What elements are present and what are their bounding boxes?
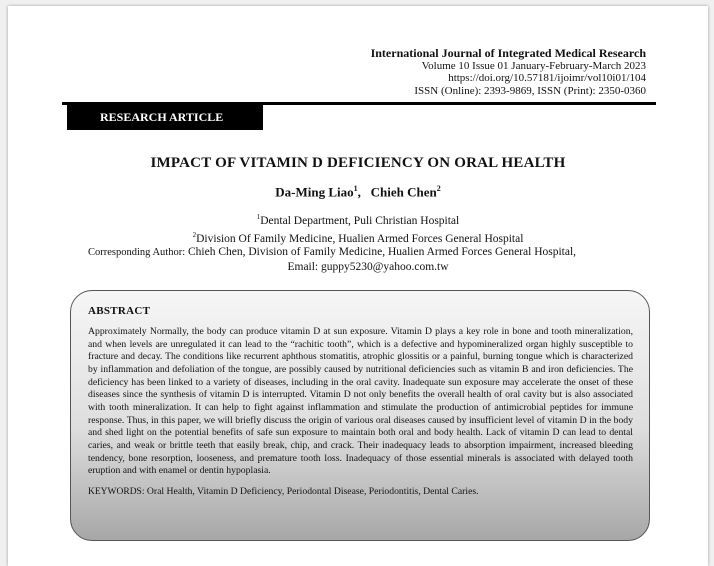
abstract-body: Approximately Normally, the body can produce vitamin D at sun exposure. Vitamin D plays a key role in bone and tooth mineralization, and when levels are unregulated it can lead to the “rachitic tooth”, which is a defective and hypomineralized organ highly susceptible to fracture and decay. The conditions like recurrent aphthous stomatitis, atrophic glossitis or a painful, burning tongue which is characterized by inflammation and defoliation of the tongue, are possibly caused by nutritional deficiencies such as vitamin B and iron deficiencies. The deficiency has been linked to a variety of diseases, including in the oral cavity. Inadequate sun exposure may accelerate the onset of these diseases since the synthesis of vitamin D is interrupted. Vitamin D not only benefits the overall health of oral cavity but is also associated with tooth mineralization. It can help to fight against inflammation and stimulate the production of antimicrobial peptides for immune response. Thus, in this paper, we will briefly discuss the origin of various oral diseases caused by insufficient level of vitamin D in the body and shed light on the potential benefits of safe sun exposure to maintain both oral and body health. Lack of vitamin D can lead to dental caries, and weak or brittle teeth that easily break, chip, and crack. Their inadequacy leads to absorption impairment, increased bleeding tendency, bone resorption, looseness, and premature tooth loss. Inadequacy of those essential minerals is associated with delayed tooth eruption and with enamel or dentin hypoplasia. xyxy=(88,326,633,477)
abstract-heading: ABSTRACT xyxy=(88,305,151,317)
journal-header xyxy=(371,47,646,97)
keywords-line xyxy=(88,486,633,497)
email-address[interactable]: guppy5230@yahoo.com.tw xyxy=(321,261,449,273)
keywords-label: KEYWORDS: xyxy=(88,486,145,497)
document-page xyxy=(8,6,708,566)
abstract-box xyxy=(70,290,650,541)
author-name: Da-Ming Liao xyxy=(275,184,354,200)
affil-sup: 2 xyxy=(192,231,197,240)
author-affil-sup: 1 xyxy=(353,184,358,193)
journal-doi[interactable]: https://doi.org/10.57181/ijoimr/vol10i01/104 xyxy=(448,72,646,85)
author-separator: , xyxy=(357,184,361,200)
keywords-text: Oral Health, Vitamin D Deficiency, Periodontal Disease, Periodontitis, Dental Caries. xyxy=(146,485,479,497)
affiliation-line xyxy=(8,210,708,228)
email-label: Email: xyxy=(287,261,319,273)
article-type-badge: RESEARCH ARTICLE xyxy=(67,105,263,130)
journal-title: International Journal of Integrated Medical Research xyxy=(370,46,646,60)
affil-text: Dental Department, Puli Christian Hospital xyxy=(260,214,460,227)
affiliation-line xyxy=(8,228,708,246)
affil-sup: 1 xyxy=(256,213,261,221)
author-line xyxy=(8,184,708,200)
article-title: IMPACT OF VITAMIN D DEFICIENCY ON ORAL HEALTH xyxy=(150,155,566,171)
journal-issn: ISSN (Online): 2393-9869, ISSN (Print): 2350-0360 xyxy=(414,84,646,97)
author-name: Chieh Chen xyxy=(370,184,437,200)
affiliations xyxy=(8,210,708,247)
email-line xyxy=(88,260,648,275)
corresponding-text: Chieh Chen, Division of Family Medicine, Hualien Armed Forces General Hospital, xyxy=(188,246,577,258)
corresponding-line xyxy=(88,245,648,260)
affil-text: Division Of Family Medicine, Hualien Armed Forces General Hospital xyxy=(196,233,524,246)
corresponding-author xyxy=(88,245,648,275)
corresponding-label: Corresponding Author: xyxy=(88,247,186,258)
journal-volume: Volume 10 Issue 01 January-February-March 2023 xyxy=(421,59,646,72)
author-affil-sup: 2 xyxy=(436,184,441,193)
